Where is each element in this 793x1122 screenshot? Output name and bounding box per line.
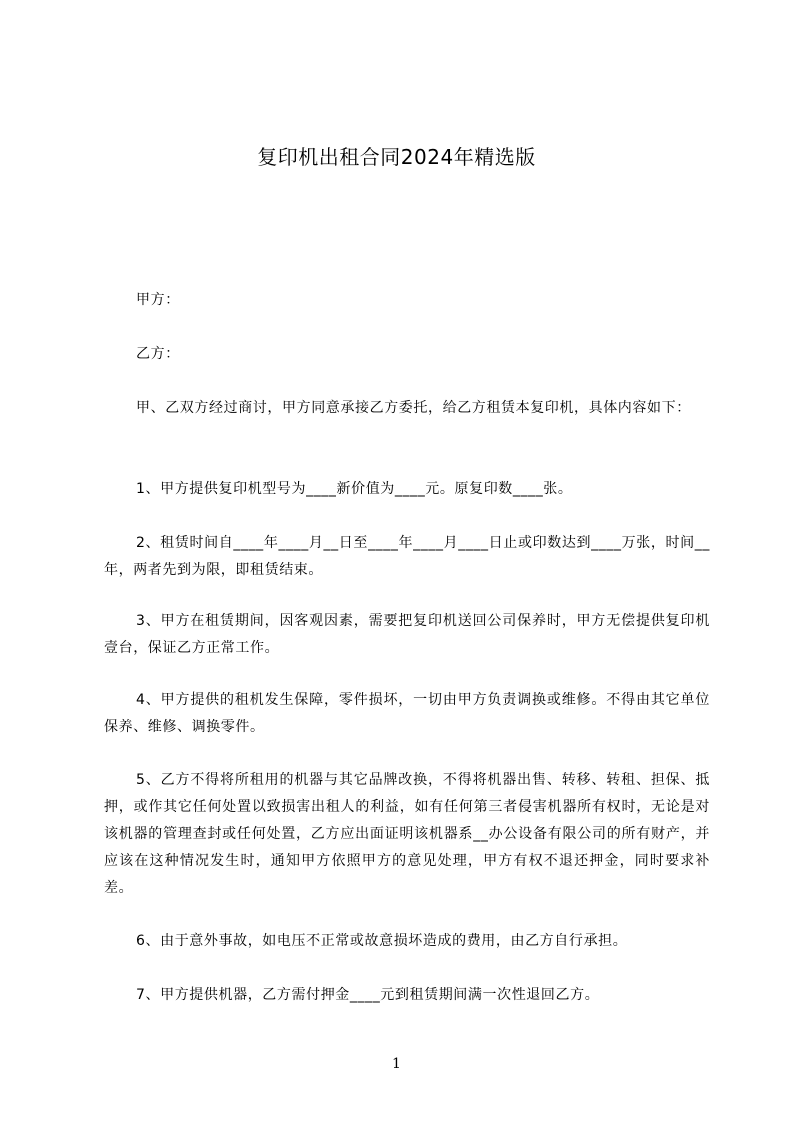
clause-4: 4、甲方提供的租机发生保障，零件损坏，一切由甲方负责调换或维修。不得由其它单位保养、维修、调换零件。: [104, 692, 710, 735]
party-a-label: 甲方：: [136, 292, 180, 308]
clause-3: 3、甲方在租赁期间，因客观因素，需要把复印机送回公司保养时，甲方无偿提供复印机壹台，保证乙方正常工作。: [104, 613, 710, 656]
clause-5: 5、乙方不得将所租用的机器与其它品牌改换，不得将机器出售、转移、转租、担保、抵押，或作其它任何处置以致损害出租人的利益，如有任何第三者侵害机器所有权时，无论是对该机器的管理查封或任何处置，乙方应出面证明该机器系__办公设备有限公司的所有财产，并应该在这种情况发生时，通知甲方依照甲方的意见处理，甲方有权不退还押金，同时要求补差。: [104, 772, 710, 896]
party-b-label: 乙方：: [136, 346, 180, 362]
clause-1: 1、甲方提供复印机型号为____新价值为____元。原复印数____张。: [136, 481, 573, 497]
page-number: 1: [392, 1056, 401, 1072]
clause-2: 2、租赁时间自____年____月__日至____年____月____日止或印数达到____万张，时间__年，两者先到为限，即租赁结束。: [104, 535, 710, 578]
document-title: 复印机出租合同2024年精选版: [257, 145, 536, 169]
intro-paragraph: 甲、乙双方经过商讨，甲方同意承接乙方委托，给乙方租赁本复印机，具体内容如下：: [136, 400, 691, 416]
clause-7: 7、甲方提供机器，乙方需付押金____元到租赁期间满一次性退回乙方。: [136, 987, 600, 1003]
clause-6: 6、由于意外事故，如电压不正常或故意损坏造成的费用，由乙方自行承担。: [136, 933, 628, 949]
